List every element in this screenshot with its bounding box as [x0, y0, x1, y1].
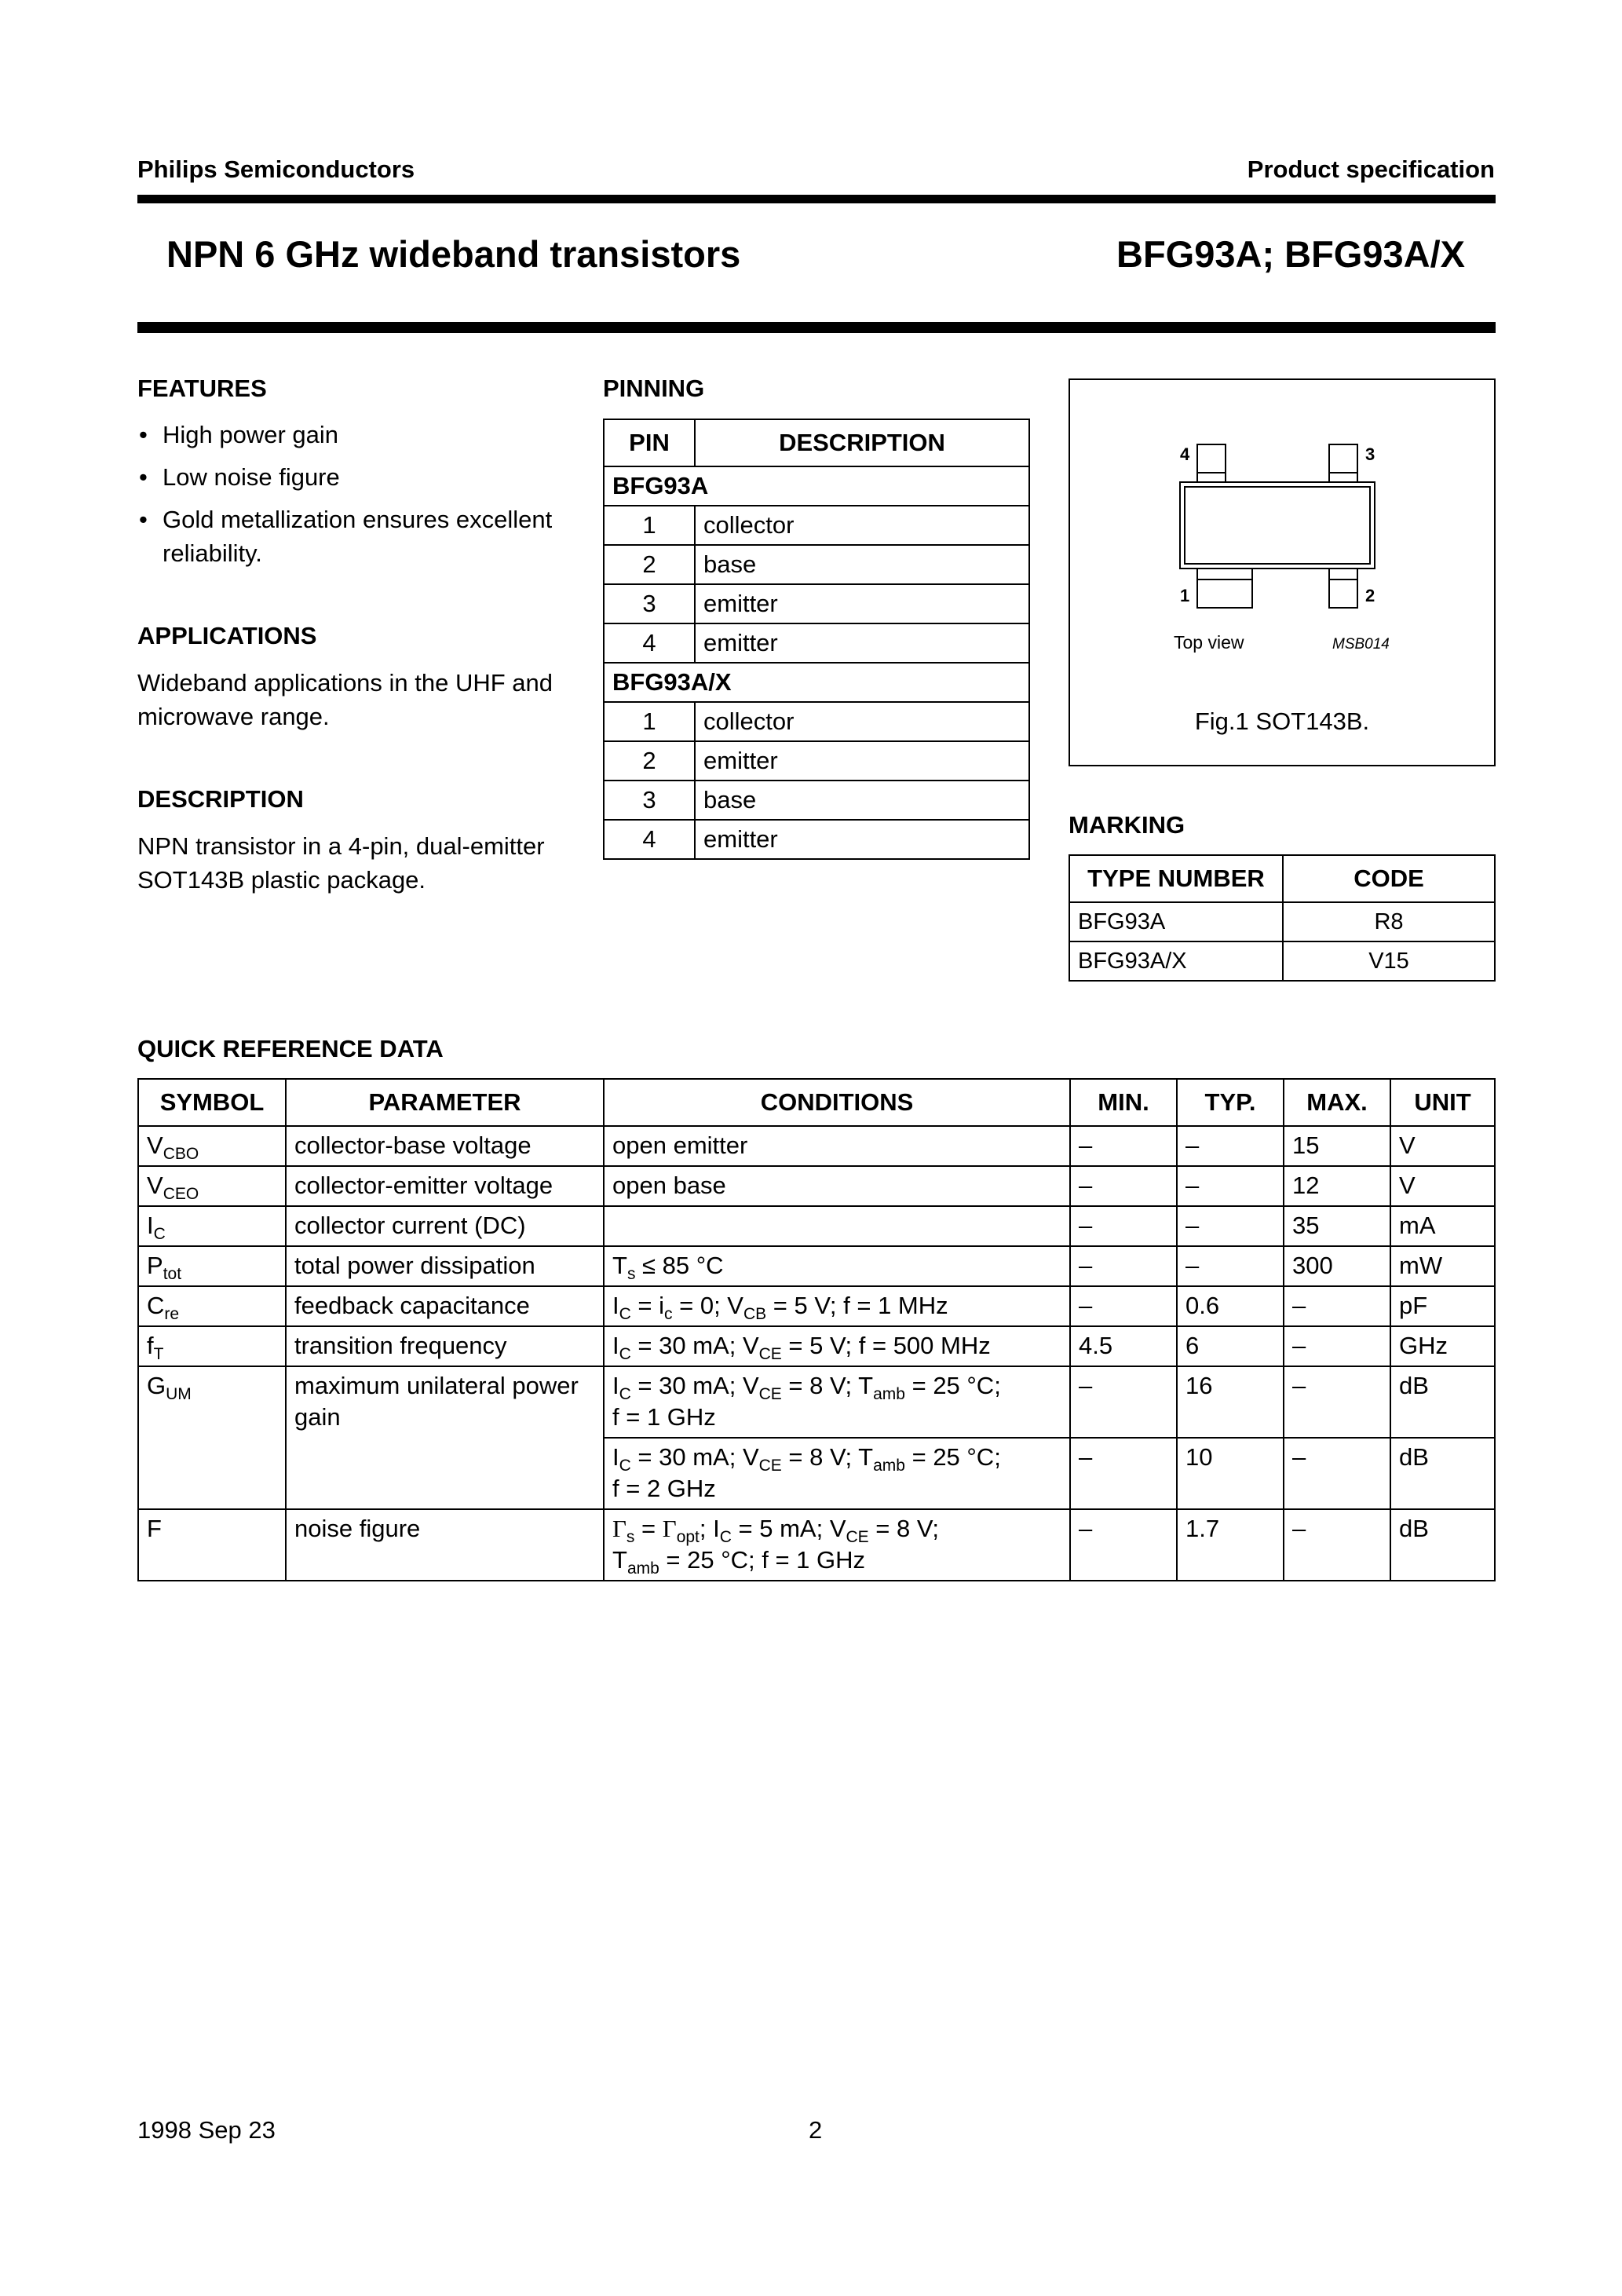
table-row: F noise figure $\Gamma_s = \Gamma_{opt}$; $I_C = 5$ mA; $V_{CE} = 8$ V; $T_{amb} = 25$ °C; f = 1 GHz – 1.7 – dB [138, 1509, 1495, 1581]
features-list [137, 418, 577, 579]
page-title: NPN 6 GHz wideband transistors [166, 233, 741, 275]
col-pin: PIN [604, 419, 695, 466]
col-type-number: TYPE NUMBER [1069, 855, 1283, 902]
col-symbol: SYMBOL [138, 1079, 286, 1126]
table-row: 4 emitter [604, 820, 1029, 859]
table-row: BFG93A R8 [1069, 902, 1495, 941]
top-rule [137, 195, 1496, 203]
col-conditions: CONDITIONS [604, 1079, 1070, 1126]
company-name: Philips Semiconductors [137, 155, 415, 183]
group-row: BFG93A [604, 466, 1029, 506]
table-row: BFG93A/X V15 [1069, 941, 1495, 981]
feature-item: • Low noise figure [137, 460, 577, 494]
marking-table [1069, 854, 1496, 982]
col-unit: UNIT [1390, 1079, 1495, 1126]
table-row: $G_{UM}$ maximum unilateral power gain $I_C = 30$ mA; $V_{CE} = 8$ V; $T_{amb} = 25$ °C; f = 1 GHz – 16 – dB [138, 1366, 1495, 1438]
applications-text: Wideband applications in the UHF and microwave range. [137, 669, 553, 730]
table-row: 2 base [604, 545, 1029, 584]
table-row: 3 base [604, 781, 1029, 820]
table-row: 1 collector [604, 506, 1029, 545]
marking-heading: MARKING [1069, 811, 1185, 839]
table-row: $I_C = 30$ mA; $V_{CE} = 8$ V; $T_{amb} = 25$ °C; f = 2 GHz – 10 – dB [138, 1438, 1495, 1509]
group-row: BFG93A/X [604, 663, 1029, 702]
package-figure [1069, 378, 1496, 766]
table-row: $I_C$ collector current (DC) – – 35 mA [138, 1206, 1495, 1246]
col-min: MIN. [1070, 1079, 1177, 1126]
table-row: $f_T$ transition frequency $I_C = 30$ mA; $V_{CE} = 5$ V; f = 500 MHz 4.5 6 – GHz [138, 1326, 1495, 1366]
pin3-label: 3 [1365, 444, 1375, 464]
feature-item: • High power gain [137, 418, 577, 452]
table-row: $V_{CEO}$ collector-emitter voltage open base – – 12 V [138, 1166, 1495, 1206]
figure-caption: Fig.1 SOT143B. [1194, 707, 1370, 735]
col-description: DESCRIPTION [695, 419, 1029, 466]
description-text: NPN transistor in a 4-pin, dual-emitter SOT143B plastic package. [137, 832, 545, 894]
figure-code: MSB014 [1332, 636, 1390, 653]
applications-heading: APPLICATIONS [137, 622, 317, 649]
pin2-label: 2 [1365, 586, 1375, 605]
footer-date: 1998 Sep 23 [137, 2116, 276, 2144]
title-rule [137, 322, 1496, 333]
description-heading: DESCRIPTION [137, 785, 304, 813]
pinning-heading: PINNING [603, 375, 705, 402]
pin1-label: 1 [1180, 586, 1190, 605]
features-heading: FEATURES [137, 375, 267, 402]
table-row: $C_{re}$ feedback capacitance $I_C = i_c = 0$; $V_{CB} = 5$ V; f = 1 MHz – 0.6 – pF [138, 1286, 1495, 1326]
page-number: 2 [809, 2116, 823, 2144]
table-row: $P_{tot}$ total power dissipation $T_s \le 85$ °C – – 300 mW [138, 1246, 1495, 1286]
pinning-table [603, 419, 1030, 860]
table-row: 1 collector [604, 702, 1029, 741]
table-header-row [604, 419, 1029, 466]
table-row: 2 emitter [604, 741, 1029, 781]
table-row: $V_{CBO}$ collector-base voltage open emitter – – 15 V [138, 1126, 1495, 1166]
view-label: Top view [1174, 632, 1244, 653]
col-parameter: PARAMETER [286, 1079, 604, 1126]
pin4-label: 4 [1180, 444, 1190, 464]
table-header-row [1069, 855, 1495, 902]
feature-item: • Gold metallization ensures excellent reliability. [137, 503, 577, 570]
table-row: 4 emitter [604, 623, 1029, 663]
bullet-icon: • [139, 463, 148, 491]
part-numbers: BFG93A; BFG93A/X [1116, 233, 1465, 275]
bullet-icon: • [139, 506, 148, 533]
bullet-icon: • [139, 421, 148, 448]
table-row: 3 emitter [604, 584, 1029, 623]
qrd-heading: QUICK REFERENCE DATA [137, 1035, 444, 1062]
col-typ: TYP. [1177, 1079, 1284, 1126]
col-code: CODE [1283, 855, 1495, 902]
quick-reference-table [137, 1078, 1496, 1581]
table-header-row [138, 1079, 1495, 1126]
col-max: MAX. [1284, 1079, 1390, 1126]
doc-type: Product specification [1247, 155, 1495, 183]
